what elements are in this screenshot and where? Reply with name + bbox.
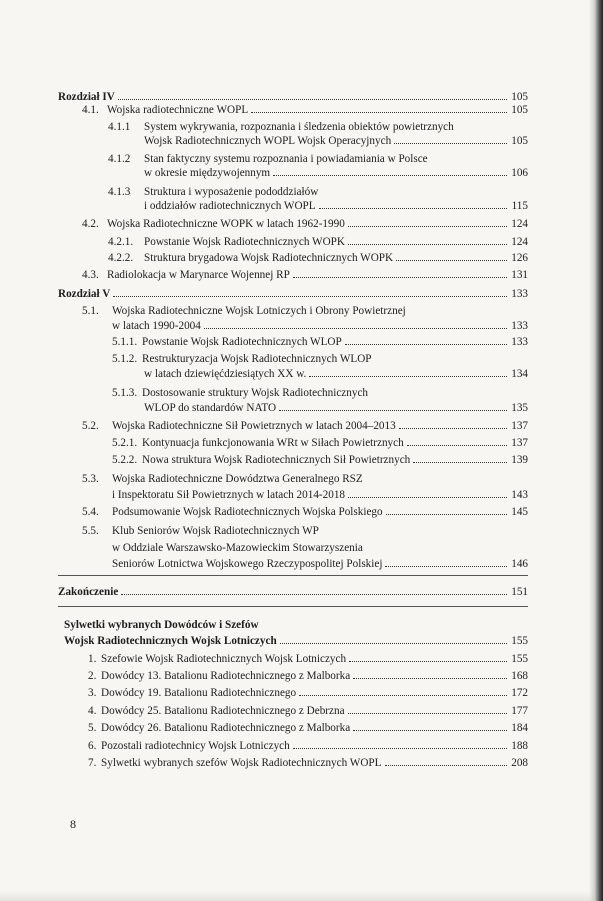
toc-entry-number: 5. — [88, 722, 97, 734]
section-divider — [58, 606, 528, 607]
toc-entry-profile-3 — [88, 686, 528, 700]
toc-entry-label: Podsumowanie Wojsk Radiotechnicznych Wojska Polskiego — [112, 506, 383, 518]
dot-leader — [394, 134, 507, 144]
toc-entry-label: Wojska Radiotechniczne WOPK w latach 1962-1990 — [107, 218, 345, 230]
dot-leader — [273, 166, 507, 176]
toc-entry-label: Wojska Radiotechniczne Sił Powietrznych w latach 2004–2013 — [112, 420, 396, 432]
toc-entry-page: 133 — [511, 320, 528, 332]
dot-leader — [299, 686, 507, 696]
toc-entry-number: 5.2. — [82, 420, 99, 432]
toc-entry-label: Powstanie Wojsk Radiotechnicznych WOPK — [144, 236, 345, 248]
dot-leader — [386, 505, 507, 515]
toc-entry-label: Rozdział IV — [58, 91, 115, 103]
toc-entry-5-2 — [82, 419, 528, 433]
toc-entry-4-1-2-cont — [144, 166, 528, 180]
dot-leader — [121, 585, 507, 595]
toc-entry-chapter-4 — [58, 90, 528, 104]
toc-entry-label: Struktura i wyposażenie pododdziałów — [144, 186, 319, 198]
toc-entry-label: Rozdział V — [58, 288, 111, 300]
toc-entry-label: Wojsk Radiotechnicznych Wojsk Lotniczych — [64, 635, 277, 647]
toc-entry-page: 137 — [511, 437, 528, 449]
dot-leader — [348, 235, 507, 245]
dot-leader — [293, 739, 507, 749]
toc-entry-label: Wojska Radiotechniczne Dowództwa Generalnego RSZ — [112, 473, 363, 485]
dot-leader — [385, 557, 507, 567]
toc-entry-page: 105 — [511, 104, 528, 116]
dot-leader — [251, 103, 507, 113]
toc-entry-number: 5.1.2. — [112, 353, 138, 365]
toc-entry-label: Nowa struktura Wojsk Radiotechnicznych Sił Powietrznych — [142, 454, 411, 466]
toc-entry-label: i oddziałów radiotechnicznych WOPL — [144, 200, 316, 212]
toc-entry-profile-7 — [88, 756, 528, 770]
toc-entry-5-1-2-cont — [144, 367, 528, 381]
toc-entry-number: 5.1. — [82, 305, 99, 317]
toc-entry-number: 4.3. — [82, 269, 99, 281]
toc-entry-page: 124 — [511, 236, 528, 248]
toc-entry-label: Sylwetki wybranych Dowódców i Szefów — [64, 619, 259, 631]
toc-entry-page: 105 — [511, 91, 528, 103]
section-divider — [58, 575, 528, 576]
toc-entry-number: 4.1.1 — [108, 121, 131, 133]
dot-leader — [280, 634, 507, 644]
dot-leader — [349, 652, 507, 662]
dot-leader — [118, 90, 507, 100]
toc-entry-5-1 — [82, 304, 528, 318]
toc-entry-number: 5.3. — [82, 473, 99, 485]
toc-entry-page: 135 — [511, 402, 528, 414]
toc-entry-label: Dowódcy 13. Batalionu Radiotechnicznego z Malborka — [101, 670, 351, 682]
toc-entry-5-5-cont-1 — [112, 541, 528, 555]
dot-leader — [113, 287, 507, 297]
toc-entry-label: Dowódcy 25. Batalionu Radiotechnicznego z Debrzna — [101, 705, 345, 717]
toc-entry-label: Radiolokacja w Marynarce Wojennej RP — [107, 269, 290, 281]
toc-entry-label: w latach dziewięćdziesiątych XX w. — [144, 368, 307, 380]
toc-entry-profile-6 — [88, 739, 528, 753]
toc-entry-conclusion — [58, 585, 528, 599]
toc-entry-label: Powstanie Wojsk Radiotechnicznych WLOP — [142, 336, 342, 348]
toc-entry-page: 172 — [511, 687, 528, 699]
toc-entry-5-5-cont-2 — [112, 557, 528, 571]
dot-leader — [319, 199, 507, 209]
toc-entry-4-1-3 — [108, 185, 528, 199]
toc-entry-page: 133 — [511, 336, 528, 348]
toc-entry-4-1-3-cont — [144, 199, 528, 213]
dot-leader — [348, 488, 507, 498]
toc-entry-4-1-1 — [108, 120, 528, 134]
toc-entry-page: 155 — [511, 653, 528, 665]
dot-leader — [413, 453, 507, 463]
toc-entry-label: Wojska Radiotechniczne Wojsk Lotniczych i Obrony Powietrznej — [112, 305, 406, 317]
toc-entry-5-2-1 — [112, 436, 528, 450]
toc-entry-4-1-2 — [108, 152, 528, 166]
toc-entry-page: 131 — [511, 269, 528, 281]
toc-entry-number: 4.2. — [82, 218, 99, 230]
toc-entry-4-1-1-cont — [144, 134, 528, 148]
toc-entry-4-3 — [82, 268, 528, 282]
toc-entry-number: 5.1.1. — [112, 336, 138, 348]
toc-entry-label: Stan faktyczny systemu rozpoznania i powiadamiania w Polsce — [144, 153, 428, 165]
toc-entry-page: 188 — [511, 740, 528, 752]
toc-entry-5-1-2 — [112, 352, 528, 366]
toc-entry-label: Kontynuacja funkcjonowania WRt w Siłach Powietrznych — [142, 437, 404, 449]
toc-entry-label: w okresie międzywojennym — [144, 167, 271, 179]
toc-entry-page: 134 — [511, 368, 528, 380]
dot-leader — [396, 251, 507, 261]
toc-entry-4-2 — [82, 217, 528, 231]
toc-entry-number: 5.4. — [82, 506, 99, 518]
toc-entry-number: 5.2.1. — [112, 437, 138, 449]
toc-entry-profiles-heading-cont — [64, 634, 528, 648]
toc-entry-number: 5.5. — [82, 525, 99, 537]
toc-entry-number: 2. — [88, 670, 97, 682]
toc-entry-number: 3. — [88, 687, 97, 699]
toc-entry-profile-2 — [88, 669, 528, 683]
toc-entry-5-1-3-cont — [144, 401, 528, 415]
toc-entry-label: Seniorów Lotnictwa Wojskowego Rzeczypospolitej Polskiej — [112, 558, 383, 570]
toc-entry-page: 137 — [511, 420, 528, 432]
toc-entry-page: 139 — [511, 454, 528, 466]
dot-leader — [309, 367, 507, 377]
toc-entry-number: 4. — [88, 705, 97, 717]
toc-entry-5-3 — [82, 472, 528, 486]
toc-entry-page: 146 — [511, 558, 528, 570]
dot-leader — [204, 319, 507, 329]
toc-entry-page: 184 — [511, 722, 528, 734]
toc-entry-page: 145 — [511, 506, 528, 518]
toc-entry-number: 1. — [88, 653, 97, 665]
toc-entry-number: 4.2.2. — [108, 252, 134, 264]
toc-entry-number: 6. — [88, 740, 97, 752]
dot-leader — [353, 721, 507, 731]
toc-entry-label: Dowódcy 26. Batalionu Radiotechnicznego z Malborka — [101, 722, 351, 734]
toc-entry-page: 124 — [511, 218, 528, 230]
toc-entry-profile-5 — [88, 721, 528, 735]
toc-entry-page: 177 — [511, 705, 528, 717]
dot-leader — [407, 436, 507, 446]
toc-entry-number: 4.1. — [82, 104, 99, 116]
toc-entry-page: 115 — [511, 200, 528, 212]
toc-entry-label: Wojska radiotechniczne WOPL — [107, 104, 249, 116]
toc-entry-label: Sylwetki wybranych szefów Wojsk Radiotechnicznych WOPL — [101, 757, 382, 769]
toc-entry-label: WLOP do standardów NATO — [144, 402, 277, 414]
toc-entry-label: Pozostali radiotechnicy Wojsk Lotniczych — [101, 740, 290, 752]
toc-entry-chapter-5 — [58, 287, 528, 301]
toc-entry-label: i Inspektoratu Sił Powietrznych w latach 2014-2018 — [112, 489, 346, 501]
toc-entry-5-3-cont — [112, 488, 528, 502]
dot-leader — [399, 419, 507, 429]
toc-entry-page: 168 — [511, 670, 528, 682]
toc-entry-profiles-heading — [64, 618, 528, 632]
dot-leader — [385, 756, 508, 766]
page-number: 8 — [70, 817, 76, 831]
toc-entry-number: 4.1.2 — [108, 153, 131, 165]
toc-entry-5-2-2 — [112, 453, 528, 467]
toc-entry-label: Szefowie Wojsk Radiotechnicznych Wojsk Lotniczych — [101, 653, 347, 665]
toc-entry-number: 5.2.2. — [112, 454, 138, 466]
toc-entry-label: Zakończenie — [58, 586, 119, 598]
toc-entry-label: Dostosowanie struktury Wojsk Radiotechnicznych — [142, 387, 369, 399]
toc-entry-profile-4 — [88, 704, 528, 718]
toc-entry-5-5 — [82, 524, 528, 538]
toc-entry-page: 151 — [511, 586, 528, 598]
page-edge-shadow-bottom — [0, 891, 603, 901]
toc-entry-4-2-2 — [108, 251, 528, 265]
toc-entry-page: 105 — [511, 135, 528, 147]
toc-entry-number: 7. — [88, 757, 97, 769]
toc-entry-label: w Oddziale Warszawsko-Mazowieckim Stowarzyszenia — [112, 542, 363, 554]
toc-entry-page: 126 — [511, 252, 528, 264]
dot-leader — [348, 217, 507, 227]
toc-entry-label: Dowódcy 19. Batalionu Radiotechnicznego — [101, 687, 297, 699]
toc-entry-5-1-cont — [112, 319, 528, 333]
dot-leader — [353, 669, 507, 679]
dot-leader — [345, 335, 507, 345]
toc-entry-4-1 — [82, 103, 528, 117]
toc-entry-profile-1 — [88, 652, 528, 666]
toc-entry-5-1-1 — [112, 335, 528, 349]
toc-entry-page: 133 — [511, 288, 528, 300]
toc-entry-page: 155 — [511, 635, 528, 647]
toc-entry-label: Restrukturyzacja Wojsk Radiotechnicznych WLOP — [142, 353, 372, 365]
toc-entry-page: 208 — [511, 757, 528, 769]
dot-leader — [348, 704, 507, 714]
dot-leader — [293, 268, 507, 278]
toc-entry-5-4 — [82, 505, 528, 519]
toc-entry-label: Struktura brygadowa Wojsk Radiotechnicznych WOPK — [144, 252, 394, 264]
toc-entry-page: 143 — [511, 489, 528, 501]
toc-entry-label: w latach 1990-2004 — [112, 320, 201, 332]
toc-entry-number: 4.2.1. — [108, 236, 134, 248]
toc-entry-label: System wykrywania, rozpoznania i śledzenia obiektów powietrznych — [144, 121, 454, 133]
toc-entry-label: Klub Seniorów Wojsk Radiotechnicznych WP — [112, 525, 319, 537]
toc-entry-5-1-3 — [112, 386, 528, 400]
dot-leader — [279, 401, 507, 411]
toc-entry-number: 4.1.3 — [108, 186, 131, 198]
toc-entry-label: Wojsk Radiotechnicznych WOPL Wojsk Operacyjnych — [144, 135, 392, 147]
toc-entry-4-2-1 — [108, 235, 528, 249]
toc-entry-page: 106 — [511, 167, 528, 179]
toc-entry-number: 5.1.3. — [112, 387, 138, 399]
book-spine-shadow — [589, 0, 603, 901]
